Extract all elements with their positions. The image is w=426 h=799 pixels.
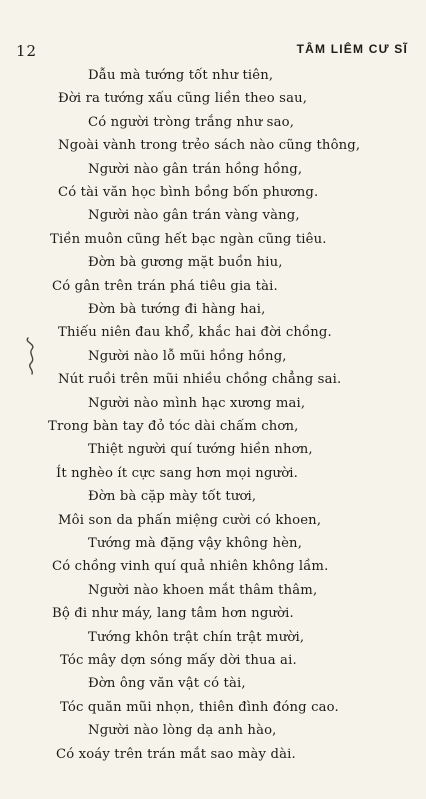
- verse-line: Có chồng vinh quí quả nhiên không lầm.: [52, 559, 329, 575]
- verse-line: Thiệt người quí tướng hiền nhơn,: [88, 442, 313, 458]
- verse-line: Tướng khôn trật chín trật mười,: [88, 629, 305, 645]
- verse-line: Đờn bà tướng đi hàng hai,: [88, 302, 266, 317]
- verse-line: Người nào gân trán hồng hồng,: [88, 161, 303, 177]
- verse-line: Trong bàn tay đỏ tóc dài chấm chơn,: [48, 419, 299, 434]
- verse-line: Bộ đi như máy, lang tâm hơn người.: [52, 606, 294, 622]
- verse-line: Dẫu mà tướng tốt như tiên,: [88, 68, 274, 83]
- verse-line: Có tài văn học bình bồng bốn phương.: [58, 185, 319, 200]
- page-number: 12: [16, 42, 38, 60]
- verse-line: Thiếu niên đau khổ, khắc hai đời chồng.: [58, 325, 332, 341]
- verse-line: Tóc quăn mũi nhọn, thiên đình đóng cao.: [60, 699, 339, 715]
- verse-line: Đờn ông văn vật có tài,: [88, 676, 246, 692]
- verse-line: Ngoài vành trong trẻo sách nào cũng thông,: [58, 138, 361, 154]
- verse-line: Người nào mình hạc xương mai,: [88, 395, 306, 411]
- verse-line: Môi son da phấn miệng cười có khoen,: [58, 512, 322, 528]
- verse-line: Có gân trên trán phá tiêu gia tài.: [52, 278, 278, 294]
- verse-line: Tiền muôn cũng hết bạc ngàn cũng tiêu.: [50, 231, 327, 247]
- verse-line: Người nào khoen mắt thâm thâm,: [88, 582, 318, 598]
- verse-line: Tướng mà đặng vậy không hèn,: [88, 536, 303, 551]
- verse-line: Đờn bà cặp mày tốt tươi,: [88, 489, 257, 505]
- verse-line: Đời ra tướng xấu cũng liền theo sau,: [58, 91, 308, 107]
- verse-line: Đờn bà gương mặt buồn hiu,: [88, 255, 283, 271]
- handwritten-mark-icon: [22, 336, 42, 376]
- verse-line: Người nào lòng dạ anh hào,: [88, 723, 277, 739]
- verse-line: Có xoáy trên trán mắt sao mày dài.: [56, 746, 296, 762]
- running-header: TÂM LIÊM CƯ SĨ: [296, 42, 408, 56]
- verse-line: Ít nghèo ít cực sang hơn mọi người.: [56, 465, 298, 481]
- verse-line: Tóc mây dợn sóng mấy dời thua ai.: [60, 653, 297, 668]
- verse-line: Nút ruồi trên mũi nhiều chồng chẳng sai.: [58, 372, 342, 388]
- verse-line: Có người tròng trắng như sao,: [88, 114, 295, 130]
- verse-line: Người nào gân trán vàng vàng,: [88, 208, 300, 224]
- verse-line: Người nào lỗ mũi hồng hồng,: [88, 348, 287, 364]
